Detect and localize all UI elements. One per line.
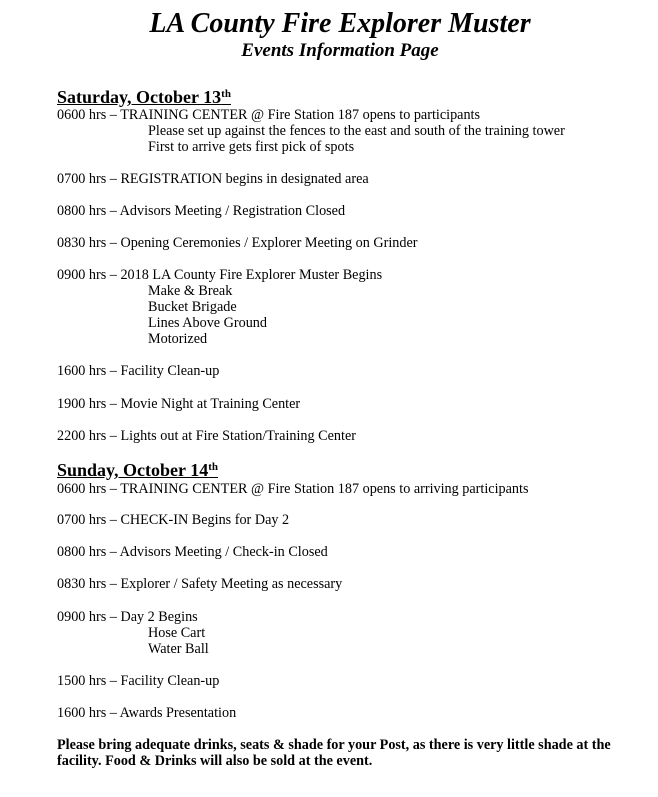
saturday-heading-text: Saturday, October 13 xyxy=(57,87,222,107)
schedule-item: 0700 hrs – CHECK-IN Begins for Day 2 xyxy=(57,512,290,528)
event-name: Lines Above Ground xyxy=(148,315,267,331)
sunday-heading-suffix: th xyxy=(208,461,218,473)
page-title: LA County Fire Explorer Muster xyxy=(149,8,531,39)
page-subtitle: Events Information Page xyxy=(241,40,439,61)
schedule-item: 0900 hrs – 2018 LA County Fire Explorer Muster Begins xyxy=(57,267,383,283)
footer-note: Please bring adequate drinks, seats & shade for your Post, as there is very little shade at the facility. Food & Drinks will also be sold at the event. xyxy=(57,737,611,769)
schedule-item: 0600 hrs – TRAINING CENTER @ Fire Station 187 opens to arriving participants xyxy=(57,481,529,497)
schedule-item: 0830 hrs – Opening Ceremonies / Explorer Meeting on Grinder xyxy=(57,235,418,251)
schedule-subitem: Please set up against the fences to the east and south of the training tower xyxy=(148,123,565,139)
schedule-item: 1600 hrs – Facility Clean-up xyxy=(57,363,220,379)
schedule-item: 2200 hrs – Lights out at Fire Station/Training Center xyxy=(57,428,356,444)
event-name: Motorized xyxy=(148,331,208,347)
schedule-item: 1500 hrs – Facility Clean-up xyxy=(57,673,220,689)
schedule-item: 1900 hrs – Movie Night at Training Center xyxy=(57,396,301,412)
saturday-heading-suffix: th xyxy=(221,88,231,100)
event-name: Bucket Brigade xyxy=(148,299,237,315)
schedule-item: 0700 hrs – REGISTRATION begins in designated area xyxy=(57,171,369,187)
sunday-heading xyxy=(57,460,218,480)
schedule-item: 0800 hrs – Advisors Meeting / Check-in Closed xyxy=(57,544,328,560)
event-name: Hose Cart xyxy=(148,625,206,641)
schedule-item: 0800 hrs – Advisors Meeting / Registration Closed xyxy=(57,203,346,219)
schedule-item: 1600 hrs – Awards Presentation xyxy=(57,705,237,721)
schedule-subitem: First to arrive gets first pick of spots xyxy=(148,139,355,155)
event-name: Water Ball xyxy=(148,641,209,657)
schedule-item: 0600 hrs – TRAINING CENTER @ Fire Station 187 opens to participants xyxy=(57,107,481,123)
saturday-heading xyxy=(57,87,231,107)
schedule-item: 0830 hrs – Explorer / Safety Meeting as necessary xyxy=(57,576,343,592)
event-name: Make & Break xyxy=(148,283,233,299)
sunday-heading-text: Sunday, October 14 xyxy=(57,460,209,480)
schedule-item: 0900 hrs – Day 2 Begins xyxy=(57,609,198,625)
